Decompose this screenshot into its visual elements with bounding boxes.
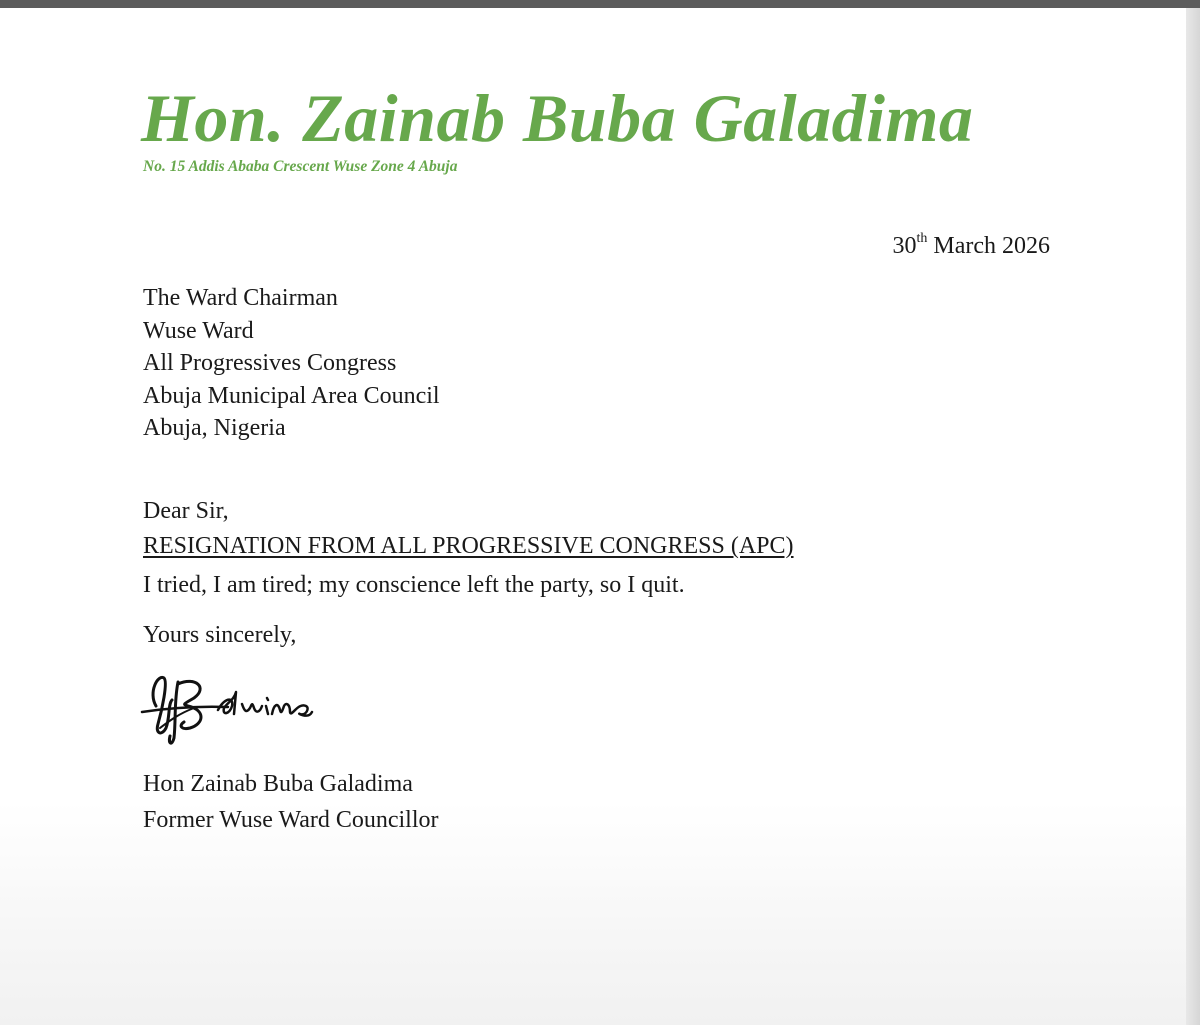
page-edge-shadow (1186, 8, 1200, 1025)
recipient-line: Abuja, Nigeria (143, 415, 286, 441)
salutation: Dear Sir, (143, 498, 229, 524)
handwritten-signature-icon (138, 662, 338, 754)
recipient-line: Wuse Ward (143, 317, 254, 344)
letter-message: I tried, I am tired; my conscience left the party, so I quit. (143, 572, 685, 598)
signer-title: Former Wuse Ward Councillor (143, 807, 439, 833)
letter-date (892, 230, 1050, 263)
recipient-line: All Progressives Congress (143, 350, 397, 376)
letter-page (0, 8, 1186, 1025)
subject-line: RESIGNATION FROM ALL PROGRESSIVE CONGRESS (APC) (143, 533, 794, 559)
letterhead-address: No. 15 Addis Ababa Crescent Wuse Zone 4 Abuja (143, 158, 458, 175)
date-day: 30 (892, 233, 917, 259)
closing: Yours sincerely, (143, 622, 297, 648)
recipient-address (143, 282, 440, 445)
date-month-year: March 2026 (933, 233, 1050, 259)
letterhead-name: Hon. Zainab Buba Galadima (141, 80, 974, 156)
recipient-line: The Ward Chairman (143, 285, 338, 311)
date-suffix: th (916, 231, 928, 246)
recipient-line: Abuja Municipal Area Council (143, 382, 440, 409)
signer-name: Hon Zainab Buba Galadima (143, 771, 413, 797)
